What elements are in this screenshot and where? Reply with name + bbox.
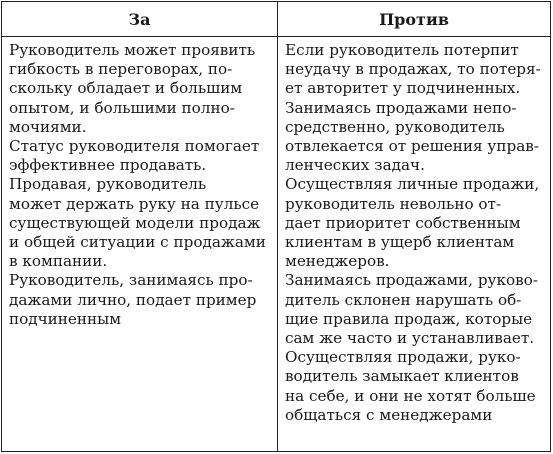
cons-column <box>285 41 547 425</box>
pros-line: опытом, и большими полно- <box>9 98 235 117</box>
cons-line: ет авторитет у подчиненных. <box>285 79 521 98</box>
column-divider <box>277 2 278 451</box>
pros-line: в компании. <box>9 252 108 271</box>
pros-line: Продавая, руководитель <box>9 175 207 194</box>
cons-line: Занимаясь продажами непо- <box>285 98 517 117</box>
pros-line: может держать руку на пульсе <box>9 194 260 213</box>
cons-line: дает приоритет собственным <box>285 213 521 232</box>
cons-line: средственно, руководитель <box>285 117 505 136</box>
cons-line: Занимаясь продажами, руково- <box>285 271 538 290</box>
pros-line: существующей модели продаж <box>9 213 261 232</box>
cons-line: Осуществляя личные продажи, <box>285 175 540 194</box>
cons-line: менеджеров. <box>285 252 390 271</box>
header-divider <box>2 36 550 37</box>
pros-line: и общей ситуации с продажами <box>9 233 266 252</box>
pros-cons-table <box>1 1 551 452</box>
cons-line: на себе, и они не хотят больше <box>285 386 536 405</box>
cons-line: сам же часто и устанавливает. <box>285 329 535 348</box>
pros-line: Руководитель, занимаясь про- <box>9 271 253 290</box>
pros-line: подчиненным <box>9 309 122 328</box>
cons-line: отвлекается от решения управ- <box>285 137 539 156</box>
cons-line: общаться с менеджерами <box>285 405 493 424</box>
cons-line: Если руководитель потерпит <box>285 41 519 59</box>
pros-line: дажами лично, подает пример <box>9 290 257 309</box>
cons-line: водитель замыкает клиентов <box>285 367 519 386</box>
cons-line: неудачу в продажах, то потеря- <box>285 60 541 79</box>
pros-line: гибкость в переговорах, по- <box>9 60 233 79</box>
pros-line: эффективнее продавать. <box>9 156 207 175</box>
header-pros: За <box>128 9 151 29</box>
cons-line: руководитель невольно от- <box>285 194 502 213</box>
pros-column <box>9 41 271 329</box>
cons-line: Осуществляя продажи, руко- <box>285 348 521 367</box>
cons-line: ленческих задач. <box>285 156 425 175</box>
header-cons: Против <box>379 9 449 29</box>
cons-line: дитель склонен нарушать об- <box>285 290 522 309</box>
cons-line: щие правила продаж, которые <box>285 309 533 328</box>
pros-line: Руководитель может проявить <box>9 41 256 59</box>
cons-line: клиентам в ущерб клиентам <box>285 233 515 252</box>
pros-line: скольку обладает и большим <box>9 79 243 98</box>
pros-line: Статус руководителя помогает <box>9 137 260 156</box>
pros-line: мочиями. <box>9 117 87 136</box>
